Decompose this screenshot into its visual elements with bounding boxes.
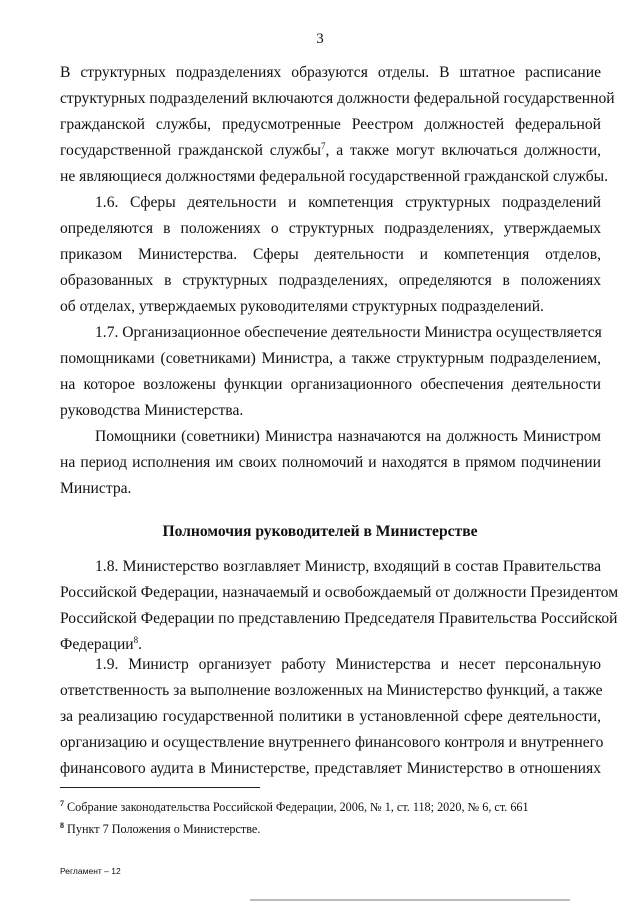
footnote-text: Собрание законодательства Российской Федерации, 2006, № 1, ст. 118; 2020, № 6, ст. 661 — [64, 800, 529, 814]
footnote-ref-8: 8 — [133, 634, 139, 645]
text-line: приказом Министерства. Сферы деятельности и компетенция отделов, — [60, 246, 601, 263]
text-line: образованных в структурных подразделениях, определяются в положениях — [60, 272, 601, 289]
scan-edge-line — [250, 899, 570, 901]
footnote-7 — [60, 800, 529, 815]
text-line: помощниками (советниками) Министра, а также структурным подразделением, — [60, 350, 601, 367]
text-line: 1.9. Министр организует работу Министерства и несет персональную — [95, 656, 601, 673]
text-line: Министра. — [60, 480, 132, 497]
text-line: руководства Министерства. — [60, 402, 244, 419]
text-line: Российской Федерации по представлению Председателя Правительства Российской — [60, 610, 618, 627]
text-line-with-footnote — [60, 138, 601, 164]
footnote-separator — [60, 787, 260, 788]
text-fragment: государственной гражданской службы — [60, 142, 322, 159]
paragraph-assistants — [60, 424, 601, 502]
text-line: об отделах, утверждаемых руководителями структурных подразделений. — [60, 298, 544, 315]
text-line: Российской Федерации, назначаемый и освобождаемый от должности Президентом — [60, 584, 619, 601]
text-line: 1.8. Министерство возглавляет Министр, входящий в состав Правительства — [95, 558, 601, 575]
paragraph-structural-departments — [60, 60, 615, 190]
text-line: В структурных подразделениях образуются отделы. В штатное расписание — [60, 64, 601, 81]
text-line: гражданской службы, предусмотренные Реестром должностей федеральной — [60, 116, 601, 133]
text-fragment: . — [138, 636, 143, 653]
paragraph-1-6 — [60, 190, 601, 320]
page-number: 3 — [316, 31, 324, 47]
text-fragment: Федерации — [60, 636, 134, 653]
paragraph-1-7 — [60, 320, 601, 424]
section-heading: Полномочия руководителей в Министерстве — [162, 523, 478, 540]
text-line: 1.7. Организационное обеспечение деятельности Министра осуществляется — [95, 324, 602, 341]
footnote-mark: 7 — [60, 798, 64, 808]
footnote-text: Пункт 7 Положения о Министерстве. — [64, 822, 261, 836]
text-line: структурных подразделений включаются должности федеральной государственной — [60, 90, 615, 107]
footnote-8 — [60, 822, 260, 837]
text-line: 1.6. Сферы деятельности и компетенция структурных подразделений — [95, 194, 601, 211]
text-line: организацию и осуществление внутреннего финансового контроля и внутреннего — [60, 734, 604, 751]
footnote-ref-7: 7 — [321, 140, 326, 151]
paragraph-1-8 — [60, 554, 619, 658]
paragraph-1-9 — [60, 652, 604, 782]
text-line: на которое возложены функции организационного обеспечения деятельности — [60, 376, 601, 393]
text-line: на период исполнения им своих полномочий и находятся в прямом подчинении — [60, 454, 601, 471]
footnote-mark: 8 — [60, 820, 64, 830]
document-code: Регламент – 12 — [60, 866, 121, 876]
text-fragment: , а также могут включаться должности, — [325, 142, 601, 159]
text-line: за реализацию государственной политики в установленной сфере деятельности, — [60, 708, 601, 725]
text-line: ответственность за выполнение возложенных на Министерство функций, а также — [60, 682, 603, 699]
text-line: Помощники (советники) Министра назначаются на должность Министром — [95, 428, 601, 445]
text-line: финансового аудита в Министерстве, представляет Министерство в отношениях — [60, 760, 601, 777]
text-line: не являющиеся должностями федеральной государственной гражданской службы. — [60, 168, 609, 185]
text-line: определяются в положениях о структурных подразделениях, утверждаемых — [60, 220, 601, 237]
